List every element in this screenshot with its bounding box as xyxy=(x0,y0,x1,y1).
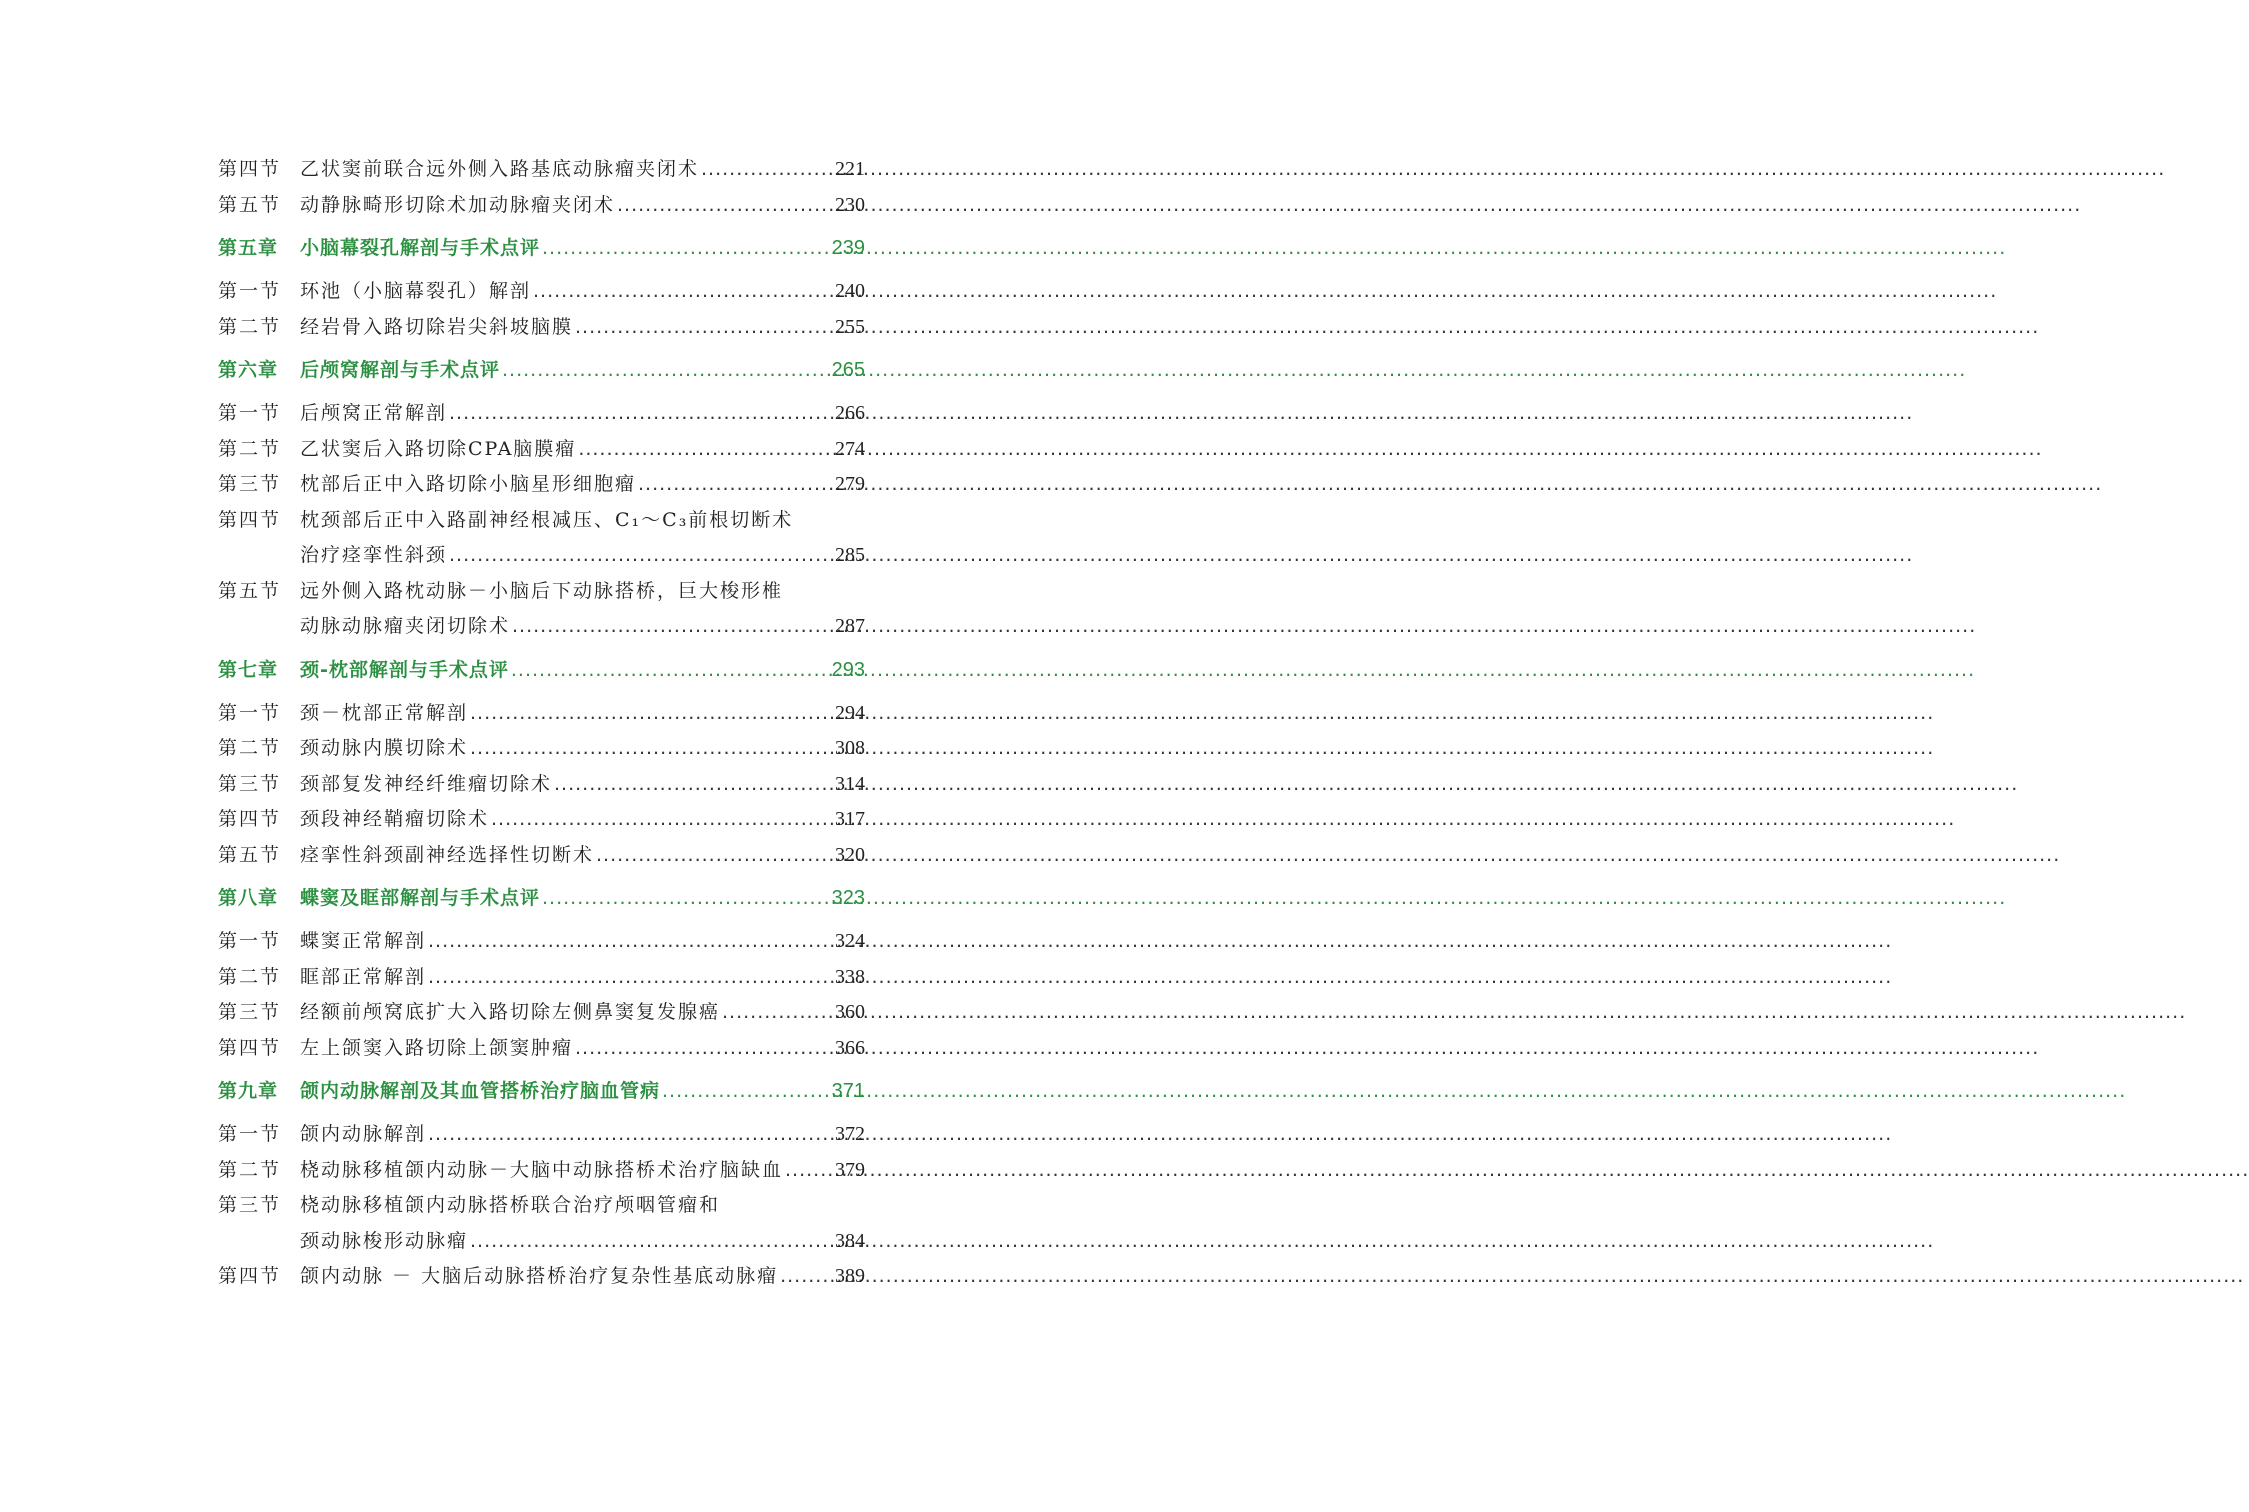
page-number: 366 xyxy=(835,1036,865,1059)
section-title: 经额前颅窝底扩大入路切除左侧鼻窦复发腺癌 xyxy=(300,1001,721,1023)
toc-section-entry[interactable] xyxy=(218,731,865,767)
page-number: 379 xyxy=(835,1158,865,1181)
section-number: 第三节 xyxy=(218,473,282,495)
toc-section-entry[interactable] xyxy=(218,1259,865,1295)
section-title: 枕颈部后正中入路副神经根减压、C₁～C₃前根切断术 xyxy=(300,508,794,531)
section-number: 第二节 xyxy=(218,437,282,460)
section-title: 动静脉畸形切除术加动脉瘤夹闭术 xyxy=(300,193,616,216)
section-number: 第一节 xyxy=(218,280,282,302)
section-number: 第一节 xyxy=(218,701,282,724)
chapter-number: 第六章 xyxy=(218,359,279,381)
section-number: 第二节 xyxy=(218,1158,282,1181)
section-number: 第三节 xyxy=(218,1001,282,1023)
toc-section-entry[interactable] xyxy=(218,152,865,188)
toc-section-entry[interactable] xyxy=(218,960,865,996)
section-number: 第二节 xyxy=(218,965,282,988)
section-number: 第五节 xyxy=(218,193,282,216)
table-of-contents xyxy=(218,152,865,1295)
page-number: 384 xyxy=(835,1229,865,1252)
dot-leader xyxy=(502,351,830,389)
section-number: 第五节 xyxy=(218,579,282,602)
toc-section-entry[interactable] xyxy=(218,310,865,346)
dot-leader xyxy=(428,924,833,960)
section-title: 经岩骨入路切除岩尖斜坡脑膜 xyxy=(300,315,574,338)
section-number: 第四节 xyxy=(218,158,282,180)
toc-chapter-entry[interactable] xyxy=(218,879,865,917)
page-number: 240 xyxy=(835,280,865,302)
section-number: 第五节 xyxy=(218,843,282,866)
page-number: 323 xyxy=(831,887,865,909)
dot-leader xyxy=(785,1153,833,1189)
section-title: 环池（小脑幕裂孔）解剖 xyxy=(300,280,532,302)
dot-leader xyxy=(638,467,833,503)
toc-section-entry[interactable] xyxy=(218,1031,865,1067)
section-title: 治疗痉挛性斜颈 xyxy=(300,544,448,566)
dot-leader xyxy=(449,396,833,432)
dot-leader xyxy=(428,960,833,996)
section-title: 乙状窦后入路切除CPA脑膜瘤 xyxy=(300,437,577,460)
page-number: 371 xyxy=(831,1080,865,1102)
toc-section-entry[interactable] xyxy=(218,924,865,960)
page-number: 265 xyxy=(831,359,865,381)
toc-section-entry[interactable] xyxy=(218,1117,865,1153)
page-number: 317 xyxy=(835,808,865,830)
section-number: 第四节 xyxy=(218,808,282,830)
section-number: 第一节 xyxy=(218,402,282,424)
dot-leader xyxy=(512,609,833,645)
page-number: 320 xyxy=(835,843,865,866)
page-number: 308 xyxy=(835,737,865,759)
toc-chapter-entry[interactable] xyxy=(218,229,865,267)
section-number: 第四节 xyxy=(218,508,282,531)
toc-section-entry[interactable] xyxy=(218,1224,865,1260)
toc-section-entry[interactable] xyxy=(218,188,865,224)
dot-leader xyxy=(470,696,833,732)
dot-leader xyxy=(533,274,833,310)
dot-leader xyxy=(575,310,833,346)
section-title: 动脉动脉瘤夹闭切除术 xyxy=(300,615,511,637)
page-number: 372 xyxy=(835,1123,865,1145)
section-number: 第一节 xyxy=(218,930,282,952)
dot-leader xyxy=(596,838,833,874)
toc-section-entry[interactable] xyxy=(218,1153,865,1189)
section-number: 第一节 xyxy=(218,1123,282,1145)
toc-section-entry[interactable] xyxy=(218,802,865,838)
toc-section-entry[interactable] xyxy=(218,609,865,645)
section-number: 第四节 xyxy=(218,1265,282,1287)
section-title: 颌内动脉解剖 xyxy=(300,1123,427,1145)
dot-leader xyxy=(542,229,830,267)
chapter-title: 蝶窦及眶部解剖与手术点评 xyxy=(300,887,541,909)
dot-leader xyxy=(701,152,833,188)
page-number: 294 xyxy=(835,701,865,724)
page-number: 274 xyxy=(835,437,865,460)
toc-section-entry[interactable] xyxy=(218,574,865,610)
page-number: 389 xyxy=(835,1265,865,1287)
dot-leader xyxy=(511,651,830,689)
dot-leader xyxy=(542,879,830,917)
toc-chapter-entry[interactable] xyxy=(218,351,865,389)
page-number: 230 xyxy=(835,193,865,216)
chapter-number: 第八章 xyxy=(218,887,279,909)
dot-leader xyxy=(470,1224,833,1260)
toc-section-entry[interactable] xyxy=(218,838,865,874)
page-number: 287 xyxy=(835,615,865,637)
toc-section-entry[interactable] xyxy=(218,696,865,732)
section-title: 左上颌窦入路切除上颌窦肿瘤 xyxy=(300,1036,574,1059)
chapter-number: 第五章 xyxy=(218,237,279,259)
section-title: 颈动脉梭形动脉瘤 xyxy=(300,1229,469,1252)
toc-section-entry[interactable] xyxy=(218,396,865,432)
section-title: 桡动脉移植颌内动脉搭桥联合治疗颅咽管瘤和 xyxy=(300,1194,721,1216)
toc-chapter-entry[interactable] xyxy=(218,651,865,689)
toc-section-entry[interactable] xyxy=(218,1188,865,1224)
section-title: 眶部正常解剖 xyxy=(300,965,427,988)
section-number: 第二节 xyxy=(218,737,282,759)
section-title: 颌内动脉 － 大脑后动脉搭桥治疗复杂性基底动脉瘤 xyxy=(300,1265,779,1287)
toc-section-entry[interactable] xyxy=(218,432,865,468)
toc-section-entry[interactable] xyxy=(218,995,865,1031)
section-title: 乙状窦前联合远外侧入路基底动脉瘤夹闭术 xyxy=(300,158,700,180)
section-number: 第二节 xyxy=(218,315,282,338)
dot-leader xyxy=(449,538,833,574)
toc-section-entry[interactable] xyxy=(218,767,865,803)
page-number: 239 xyxy=(831,237,865,259)
section-title: 远外侧入路枕动脉－小脑后下动脉搭桥，巨大梭形椎 xyxy=(300,579,784,602)
dot-leader xyxy=(722,995,833,1031)
page-number: 221 xyxy=(835,158,865,180)
dot-leader xyxy=(428,1117,833,1153)
chapter-title: 小脑幕裂孔解剖与手术点评 xyxy=(300,237,541,259)
page-number: 324 xyxy=(835,930,865,952)
chapter-title: 颌内动脉解剖及其血管搭桥治疗脑血管病 xyxy=(300,1080,661,1102)
dot-leader xyxy=(554,767,833,803)
toc-chapter-entry[interactable] xyxy=(218,1072,865,1110)
chapter-number: 第七章 xyxy=(218,658,279,681)
page-number: 255 xyxy=(835,315,865,338)
section-title: 颈－枕部正常解剖 xyxy=(300,701,469,724)
section-title: 颈动脉内膜切除术 xyxy=(300,737,469,759)
dot-leader xyxy=(780,1259,833,1295)
section-title: 痉挛性斜颈副神经选择性切断术 xyxy=(300,843,595,866)
toc-section-entry[interactable] xyxy=(218,467,865,503)
dot-leader xyxy=(578,432,833,468)
page-number: 266 xyxy=(835,402,865,424)
dot-leader xyxy=(491,802,833,838)
chapter-title: 颈-枕部解剖与手术点评 xyxy=(300,658,509,681)
page-number: 285 xyxy=(835,544,865,566)
section-title: 后颅窝正常解剖 xyxy=(300,402,448,424)
section-title: 蝶窦正常解剖 xyxy=(300,930,427,952)
page-number: 338 xyxy=(835,965,865,988)
toc-section-entry[interactable] xyxy=(218,538,865,574)
dot-leader xyxy=(470,731,833,767)
page-number: 279 xyxy=(835,473,865,495)
section-title: 枕部后正中入路切除小脑星形细胞瘤 xyxy=(300,473,637,495)
toc-section-entry[interactable] xyxy=(218,503,865,539)
section-title: 颈段神经鞘瘤切除术 xyxy=(300,808,490,830)
chapter-title: 后颅窝解剖与手术点评 xyxy=(300,359,501,381)
section-number: 第三节 xyxy=(218,1194,282,1216)
page-number: 360 xyxy=(835,1001,865,1023)
dot-leader xyxy=(662,1072,830,1110)
page-number: 314 xyxy=(835,772,865,795)
dot-leader xyxy=(617,188,833,224)
chapter-number: 第九章 xyxy=(218,1080,279,1102)
section-number: 第四节 xyxy=(218,1036,282,1059)
page-number: 293 xyxy=(831,658,865,681)
section-number: 第三节 xyxy=(218,772,282,795)
toc-section-entry[interactable] xyxy=(218,274,865,310)
dot-leader xyxy=(575,1031,833,1067)
section-title: 桡动脉移植颌内动脉－大脑中动脉搭桥术治疗脑缺血 xyxy=(300,1158,784,1181)
section-title: 颈部复发神经纤维瘤切除术 xyxy=(300,772,553,795)
